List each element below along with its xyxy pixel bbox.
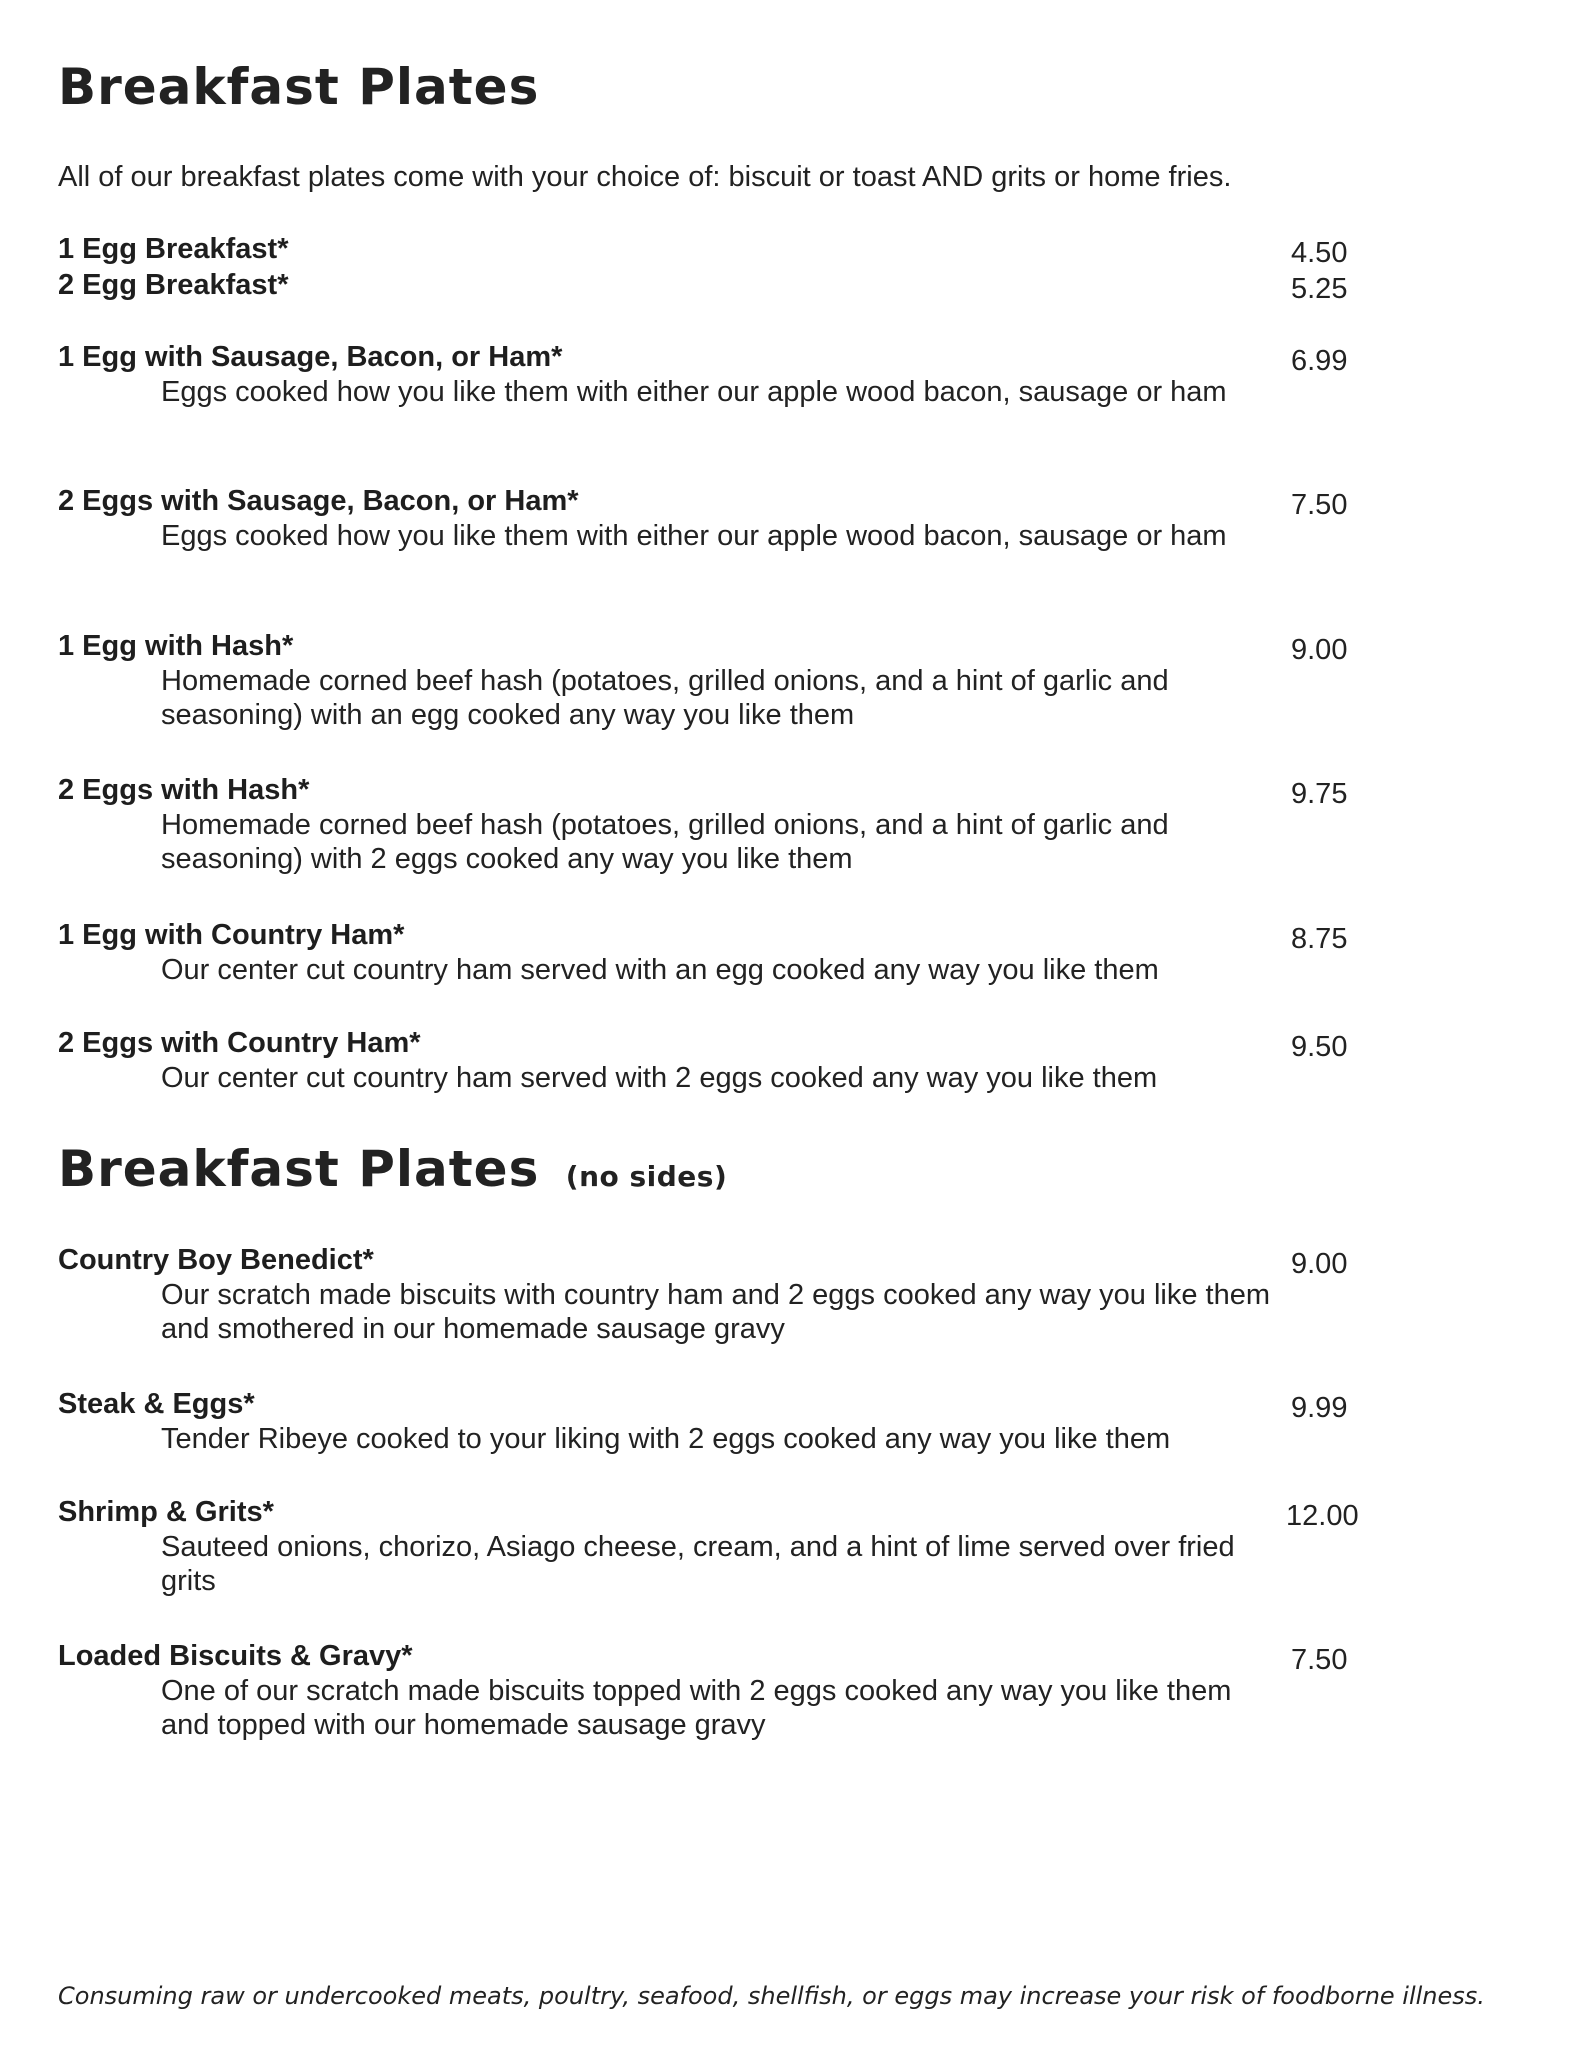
menu-item-description: Our scratch made biscuits with country ham and 2 eggs cooked any way you like them and smothered in our homemade sausage gravy bbox=[161, 1279, 1270, 1345]
menu-item-price: 9.00 bbox=[1291, 1248, 1348, 1280]
menu-item-name: 2 Egg Breakfast* bbox=[58, 269, 289, 301]
menu-item-name: Country Boy Benedict* bbox=[58, 1244, 374, 1276]
menu-item-description: Eggs cooked how you like them with either our apple wood bacon, sausage or ham bbox=[161, 376, 1227, 408]
menu-item bbox=[58, 628, 1378, 732]
menu-item bbox=[58, 1242, 1378, 1346]
menu-item-price: 7.50 bbox=[1291, 1644, 1348, 1676]
section-intro: All of our breakfast plates come with your choice of: biscuit or toast AND grits or home fries. bbox=[58, 161, 1232, 193]
menu-item-name: Steak & Eggs* bbox=[58, 1388, 255, 1420]
menu-item-price: 12.00 bbox=[1286, 1500, 1359, 1532]
menu-item-name: Loaded Biscuits & Gravy* bbox=[58, 1640, 413, 1672]
menu-item-name: 2 Eggs with Hash* bbox=[58, 774, 310, 806]
menu-item-description: Eggs cooked how you like them with either our apple wood bacon, sausage or ham bbox=[161, 520, 1227, 552]
menu-item-price: 9.75 bbox=[1291, 778, 1348, 810]
menu-item-price: 4.50 bbox=[1291, 237, 1348, 269]
menu-item-description: Homemade corned beef hash (potatoes, grilled onions, and a hint of garlic and seasoning) with an egg cooked any way you like them bbox=[161, 665, 1169, 731]
menu-item-name: 1 Egg with Hash* bbox=[58, 630, 294, 662]
menu-item-name: 1 Egg with Sausage, Bacon, or Ham* bbox=[58, 341, 563, 373]
menu-item-name: 2 Eggs with Sausage, Bacon, or Ham* bbox=[58, 485, 579, 517]
menu-item-description: Tender Ribeye cooked to your liking with 2 eggs cooked any way you like them bbox=[161, 1423, 1171, 1455]
menu-item bbox=[58, 772, 1378, 876]
menu-item-price: 6.99 bbox=[1291, 345, 1348, 377]
section-title-breakfast-plates-no-sides bbox=[58, 1140, 727, 1198]
section-title-text: Breakfast Plates bbox=[58, 58, 540, 116]
menu-item-description: Our center cut country ham served with an egg cooked any way you like them bbox=[161, 954, 1159, 986]
menu-item-name: Shrimp & Grits* bbox=[58, 1496, 274, 1528]
menu-item bbox=[58, 917, 1378, 987]
menu-item bbox=[58, 1025, 1378, 1095]
menu-item-price: 9.99 bbox=[1291, 1392, 1348, 1424]
menu-item-name: 1 Egg Breakfast* bbox=[58, 233, 289, 265]
menu-item-price: 9.00 bbox=[1291, 634, 1348, 666]
section-title-breakfast-plates bbox=[58, 58, 539, 116]
food-safety-disclaimer: Consuming raw or undercooked meats, poultry, seafood, shellfish, or eggs may increase your risk of foodborne illness. bbox=[58, 1982, 1485, 2010]
menu-item-price: 7.50 bbox=[1291, 489, 1348, 521]
menu-item-name: 1 Egg with Country Ham* bbox=[58, 919, 405, 951]
menu-item-description: Sauteed onions, chorizo, Asiago cheese, cream, and a hint of lime served over fried grits bbox=[161, 1531, 1235, 1597]
menu-item-price: 8.75 bbox=[1291, 923, 1348, 955]
menu-item bbox=[58, 1638, 1378, 1742]
menu-item-price: 9.50 bbox=[1291, 1031, 1348, 1063]
menu-item-description: One of our scratch made biscuits topped with 2 eggs cooked any way you like them and topped with our homemade sausage gravy bbox=[161, 1675, 1232, 1741]
menu-item bbox=[58, 1494, 1378, 1598]
section-subtitle: (no sides) bbox=[565, 1160, 728, 1193]
section-title-text: Breakfast Plates bbox=[58, 1140, 540, 1198]
menu-item-description: Our center cut country ham served with 2 eggs cooked any way you like them bbox=[161, 1062, 1158, 1094]
menu-item bbox=[58, 231, 1378, 267]
menu-item bbox=[58, 339, 1378, 409]
menu-item-price: 5.25 bbox=[1291, 273, 1348, 305]
menu-item-name: 2 Eggs with Country Ham* bbox=[58, 1027, 421, 1059]
menu-item bbox=[58, 267, 1378, 303]
menu-item bbox=[58, 483, 1378, 553]
menu-item-description: Homemade corned beef hash (potatoes, grilled onions, and a hint of garlic and seasoning) with 2 eggs cooked any way you like them bbox=[161, 809, 1169, 875]
menu-item bbox=[58, 1386, 1378, 1456]
